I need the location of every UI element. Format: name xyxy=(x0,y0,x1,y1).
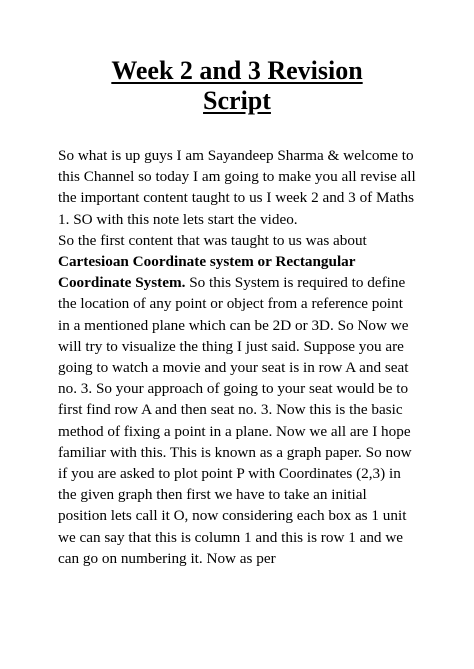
intro-paragraph: So what is up guys I am Sayandeep Sharma & welcome to this Channel so today I am going to make you all revise all the important content taught to us I week 2 and 3 of Maths 1. SO with this note lets start the video. xyxy=(58,147,416,228)
document-body xyxy=(58,145,418,569)
title-line-1: Week 2 and 3 Revision xyxy=(111,56,363,85)
document-title xyxy=(0,56,474,116)
paragraph-text-start: So the first content that was taught to us was about xyxy=(58,231,367,249)
title-line-2: Script xyxy=(203,86,271,115)
coordinate-paragraph xyxy=(58,230,418,569)
bold-term: Cartesioan Coordinate system or Rectangular Coordinate System. xyxy=(58,253,356,292)
paragraph-text-rest: So this System is required to define the location of any point or object from a reference point in a mentioned plane which can be 2D or 3D. So Now we will try to visualize the thing I just said. Suppose you are going to watch a movie and your seat is in row A and seat no. 3. So your approach of going to your seat would be to first find row A and then seat no. 3. Now this is the basic method of fixing a point in a plane. Now we all are I hope familiar with this. This is known as a graph paper. So now if you are asked to plot point P with Coordinates (2,3) in the given graph then first we have to take an initial position lets call it O, now considering each box as 1 unit we can say that this is column 1 and this is row 1 and we can go on numbering it. Now as per xyxy=(58,274,412,567)
